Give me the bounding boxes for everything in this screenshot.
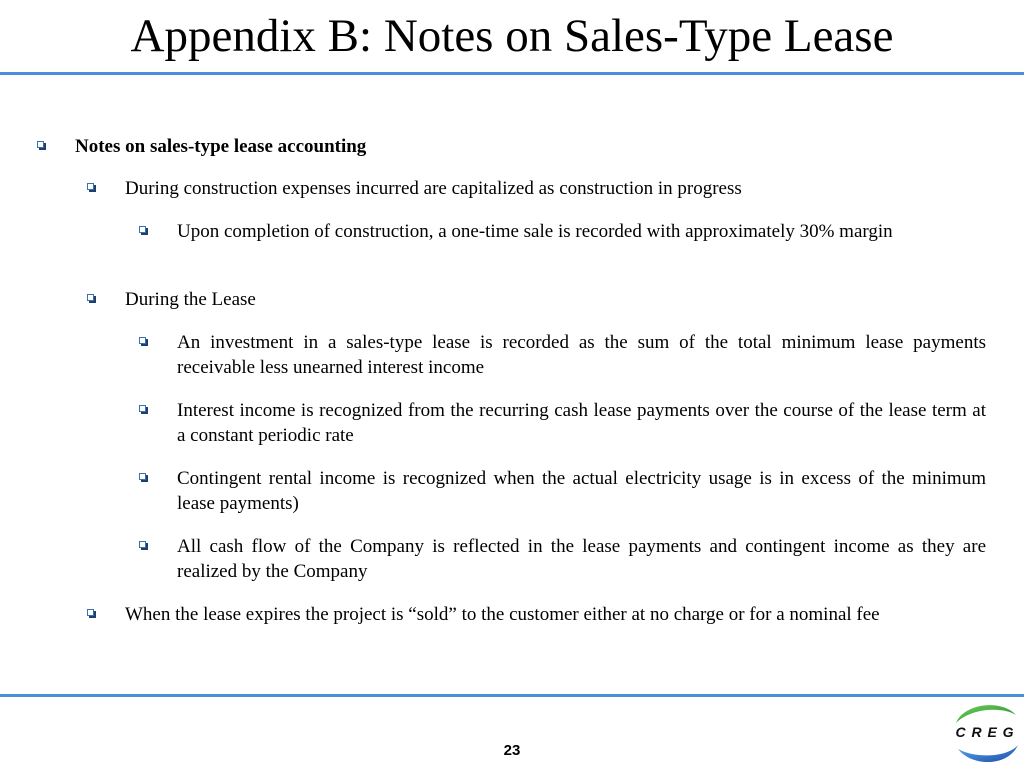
square-bullet-icon [139, 337, 146, 344]
bullet-item [125, 176, 986, 201]
square-bullet-icon [139, 226, 146, 233]
creg-logo-icon [946, 697, 1024, 768]
bullet-text: Upon completion of construction, a one-time sale is recorded with approximately 30% margin [177, 221, 893, 242]
bullet-text: An investment in a sales-type lease is recorded as the sum of the total minimum lease payments receivable less unearned interest income [177, 332, 986, 378]
bullet-text: During construction expenses incurred are capitalized as construction in progress [125, 178, 742, 199]
bullet-text: Contingent rental income is recognized when the actual electricity usage is in excess of the minimum lease payments) [177, 468, 986, 514]
bullet-item [125, 287, 986, 312]
square-bullet-icon [87, 609, 94, 616]
square-bullet-icon [37, 141, 44, 148]
bullet-item [75, 134, 475, 159]
bullet-item [177, 534, 986, 584]
square-bullet-icon [87, 183, 94, 190]
bullet-text: Interest income is recognized from the recurring cash lease payments over the course of the lease term at a constant periodic rate [177, 400, 986, 446]
bullet-item [177, 398, 986, 448]
bullet-item [177, 466, 986, 516]
bullet-item [177, 330, 986, 380]
square-bullet-icon [139, 541, 146, 548]
page-number: 23 [503, 742, 521, 759]
logo-text: C R E G [955, 724, 1015, 740]
bullet-item [177, 219, 986, 244]
bullet-text: All cash flow of the Company is reflected in the lease payments and contingent income as they are realized by the Company [177, 536, 986, 582]
footer-divider [0, 694, 1024, 697]
bullet-item [125, 602, 986, 627]
bullet-text: Notes on sales-type lease accounting [75, 136, 367, 157]
bullet-text: During the Lease [125, 289, 256, 310]
bullet-text: When the lease expires the project is “sold” to the customer either at no charge or for a nominal fee [125, 604, 880, 625]
slide-title: Appendix B: Notes on Sales-Type Lease [130, 10, 894, 62]
square-bullet-icon [139, 473, 146, 480]
square-bullet-icon [87, 294, 94, 301]
square-bullet-icon [139, 405, 146, 412]
